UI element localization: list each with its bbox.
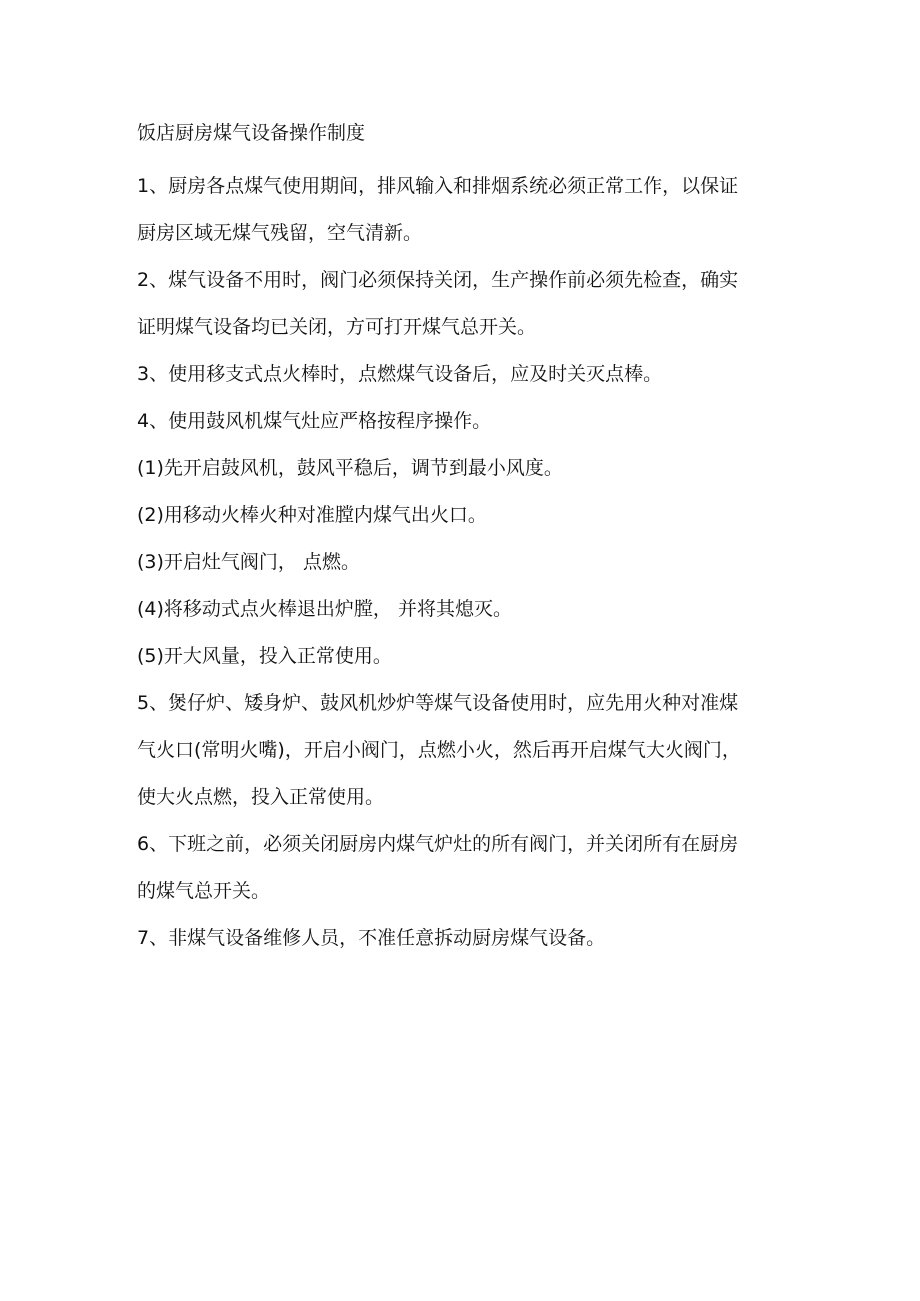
paragraph — [137, 398, 787, 445]
paragraph-line: 7、非煤气设备维修人员，不准任意拆动厨房煤气设备。 — [137, 927, 606, 949]
paragraph-line: 使大火点燃，投入正常使用。 — [137, 786, 385, 808]
paragraph-line: 3、使用移支式点火棒时，点燃煤气设备后，应及时关灭点棒。 — [137, 363, 663, 385]
paragraph-line: 1、厨房各点煤气使用期间，排风输入和排烟系统必须正常工作，以保证 — [137, 175, 739, 197]
paragraph — [137, 492, 787, 539]
document-content — [137, 116, 787, 962]
paragraph — [137, 257, 787, 351]
paragraph — [137, 586, 787, 633]
paragraph-line: (3)开启灶气阀门， 点燃。 — [137, 551, 360, 573]
paragraph — [137, 915, 787, 962]
paragraph-line: (5)开大风量，投入正常使用。 — [137, 645, 392, 667]
paragraph-line: (4)将移动式点火棒退出炉膛， 并将其熄灭。 — [137, 598, 512, 620]
paragraph-line: 厨房区域无煤气残留，空气清新。 — [137, 222, 423, 244]
paragraph — [137, 351, 787, 398]
paragraph — [137, 821, 787, 915]
paragraph — [137, 633, 787, 680]
paragraph-line: 的煤气总开关。 — [137, 880, 271, 902]
paragraph — [137, 445, 787, 492]
paragraph-line: (2)用移动火棒火种对准膛内煤气出火口。 — [137, 504, 487, 526]
paragraph-line: (1)先开启鼓风机，鼓风平稳后，调节到最小风度。 — [137, 457, 563, 479]
paragraph-line: 6、下班之前，必须关闭厨房内煤气炉灶的所有阀门，并关闭所有在厨房 — [137, 833, 739, 855]
paragraph — [137, 539, 787, 586]
paragraph-line: 5、煲仔炉、矮身炉、鼓风机炒炉等煤气设备使用时，应先用火种对准煤 — [137, 692, 739, 714]
paragraph — [137, 680, 787, 821]
paragraph-line: 气火口(常明火嘴)，开启小阀门，点燃小火，然后再开启煤气大火阀门， — [137, 739, 741, 761]
paragraph — [137, 163, 787, 257]
paragraph-line: 4、使用鼓风机煤气灶应严格按程序操作。 — [137, 410, 492, 432]
paragraph-list — [137, 163, 787, 962]
paragraph-line: 证明煤气设备均已关闭，方可打开煤气总开关。 — [137, 316, 537, 338]
paragraph-line: 2、煤气设备不用时，阀门必须保持关闭，生产操作前必须先检查，确实 — [137, 269, 739, 291]
document-title: 饭店厨房煤气设备操作制度 — [137, 122, 366, 144]
